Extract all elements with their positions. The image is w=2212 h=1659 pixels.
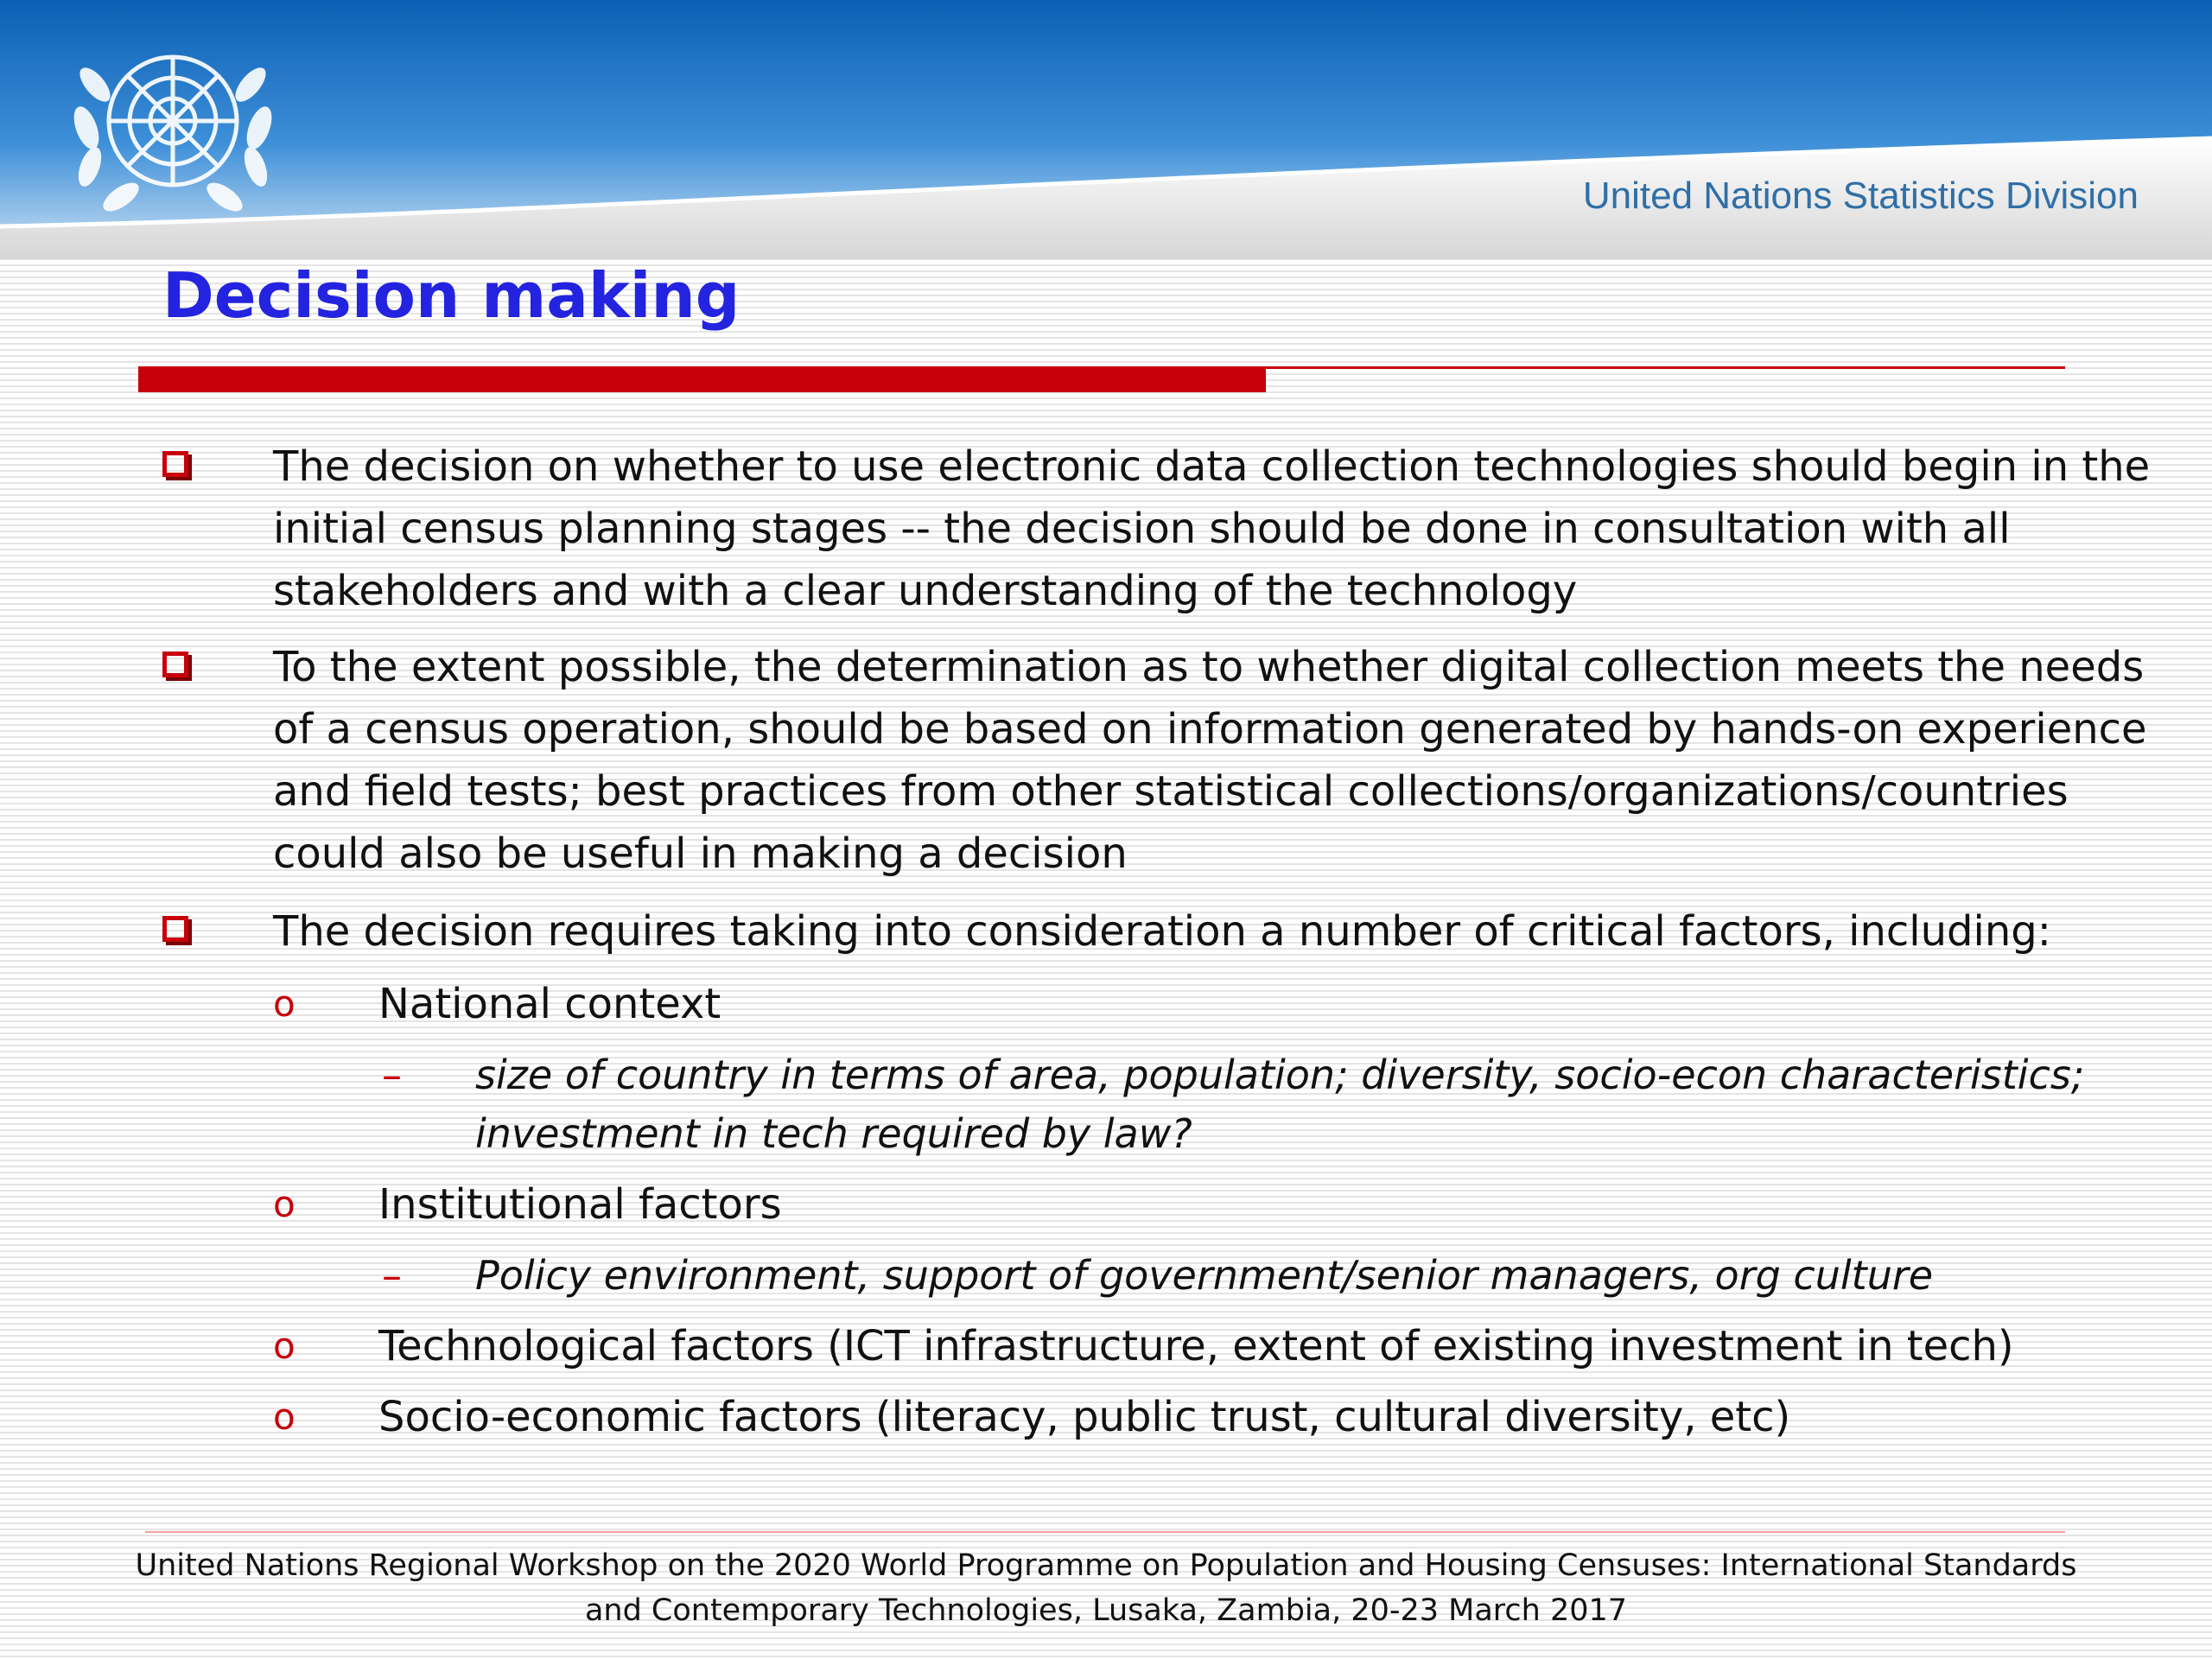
circle-bullet-icon: o bbox=[273, 1395, 296, 1438]
dash-bullet-icon: – bbox=[382, 1252, 402, 1299]
circle-bullet-icon: o bbox=[273, 982, 296, 1025]
bullet-text: The decision on whether to use electronic data collection technologies should begin in the initial census planning stages -- the decision should be done in consultation with all stakeholders and with a clear understanding of the technology bbox=[273, 442, 2151, 615]
factor-detail-text: Policy environment, support of government/senior managers, org culture bbox=[475, 1252, 1934, 1299]
footer-divider bbox=[145, 1531, 2065, 1533]
checkbox-bullet-icon bbox=[162, 916, 188, 942]
factor-label: Socio-economic factors (literacy, public trust, cultural diversity, etc) bbox=[378, 1393, 1791, 1441]
un-emblem-icon bbox=[60, 24, 285, 223]
factor-label: National context bbox=[378, 980, 721, 1028]
bullet-text: To the extent possible, the determination as to whether digital collection meets the needs of a census operation, should be based on information generated by hands-on experience and field tests; best practices from other statistical collections/organizations/countries could also be useful in making a decision bbox=[273, 643, 2147, 878]
checkbox-bullet-icon bbox=[162, 451, 188, 477]
dash-bullet-icon: – bbox=[382, 1052, 402, 1098]
header-banner bbox=[0, 0, 2212, 259]
title-underline-thin bbox=[1266, 366, 2065, 369]
bullet-text: The decision requires taking into consideration a number of critical factors, including: bbox=[273, 907, 2051, 956]
slide-header bbox=[0, 0, 2212, 259]
factor-label: Institutional factors bbox=[378, 1180, 782, 1229]
slide-title: Decision making bbox=[162, 259, 741, 332]
circle-bullet-icon: o bbox=[273, 1183, 296, 1225]
footer-text: United Nations Regional Workshop on the 2020 World Programme on Population and Housing Censuses: International Standards and Contemporary Technologies, Lusaka, Zambia, 20-23 March 2017 bbox=[135, 1548, 2077, 1628]
checkbox-bullet-icon bbox=[162, 652, 188, 677]
title-underline-bar bbox=[138, 366, 1266, 392]
circle-bullet-icon: o bbox=[273, 1325, 296, 1367]
factor-label: Technological factors (ICT infrastructure, extent of existing investment in tech) bbox=[378, 1322, 2014, 1370]
organization-name: United Nations Statistics Division bbox=[1582, 175, 2139, 217]
factor-detail-text: size of country in terms of area, population; diversity, socio-econ characteristics; investment in tech required by law? bbox=[475, 1052, 2085, 1157]
